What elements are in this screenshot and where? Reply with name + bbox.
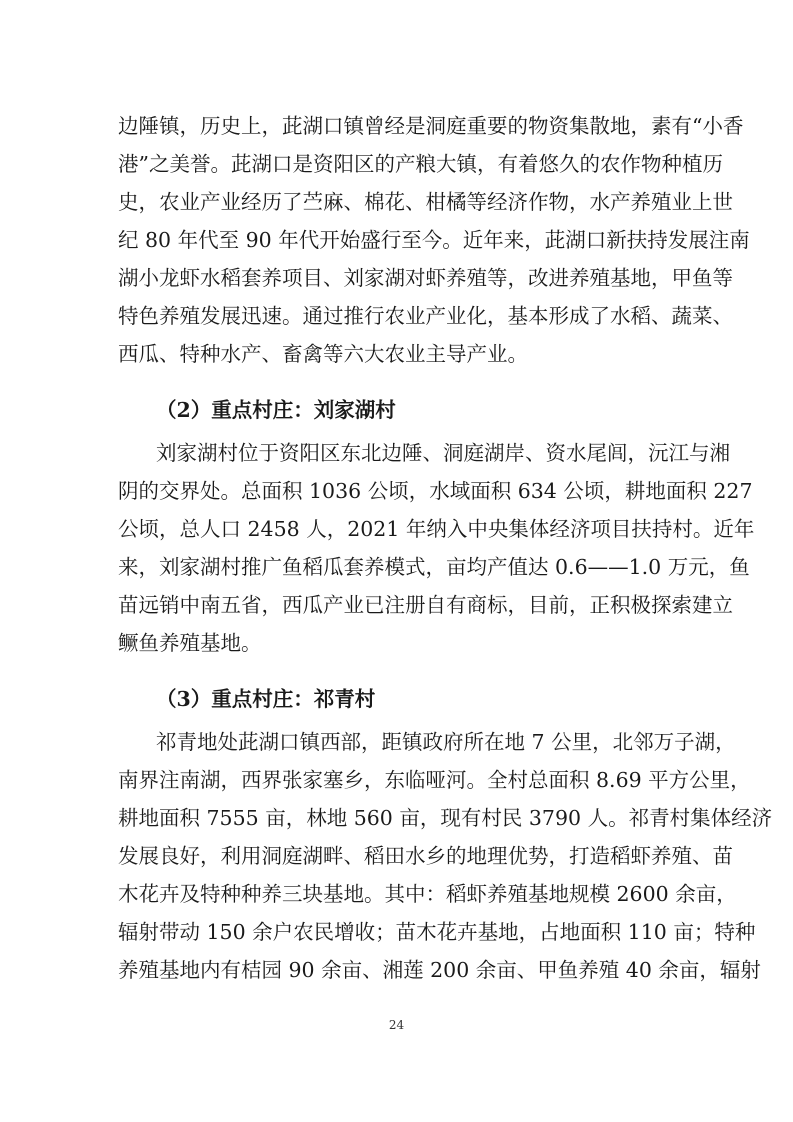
paragraph-line: 港”之美誉。茈湖口是资阳区的产粮大镇，有着悠久的农作物种植历 (118, 152, 723, 176)
page-number: 24 (388, 1018, 405, 1032)
paragraph-line: 耕地面积 7555 亩，林地 560 亩，现有村民 3790 人。祁青村集体经济 (118, 806, 773, 830)
paragraph-line: 刘家湖村位于资阳区东北边陲、洞庭湖岸、资水尾闾，沅江与湘 (156, 441, 730, 465)
paragraph-line: 鳜鱼养殖基地。 (118, 631, 262, 655)
paragraph-line: 来，刘家湖村推广鱼稻瓜套养模式，亩均产值达 0.6——1.0 万元，鱼 (118, 555, 750, 579)
paragraph-line: 苗远销中南五省，西瓜产业已注册自有商标，目前，正积极探索建立 (118, 593, 733, 617)
paragraph-line: 阴的交界处。总面积 1036 公顷，水域面积 634 公顷，耕地面积 227 (118, 479, 753, 503)
paragraph-line: 木花卉及特种种养三块基地。其中：稻虾养殖基地规模 2600 余亩， (118, 882, 737, 906)
paragraph-line: 公顷，总人口 2458 人，2021 年纳入中央集体经济项目扶持村。近年 (118, 517, 755, 541)
paragraph-line: 祁青地处茈湖口镇西部，距镇政府所在地 7 公里，北邻万子湖， (156, 730, 736, 754)
paragraph-line: 养殖基地内有桔园 90 余亩、湘莲 200 余亩、甲鱼养殖 40 余亩，辐射 (118, 958, 761, 982)
section-heading: （3）重点村庄：祁青村 (156, 687, 376, 711)
paragraph-line: 边陲镇，历史上，茈湖口镇曾经是洞庭重要的物资集散地，素有“小香 (118, 114, 744, 138)
paragraph-line: 发展良好，利用洞庭湖畔、稻田水乡的地理优势，打造稻虾养殖、苗 (118, 844, 733, 868)
paragraph-line: 辐射带动 150 余户农民增收；苗木花卉基地，占地面积 110 亩；特种 (118, 920, 756, 944)
paragraph-line: 史，农业产业经历了苎麻、棉花、柑橘等经济作物，水产养殖业上世 (118, 190, 733, 214)
paragraph-line: 特色养殖发展迅速。通过推行农业产业化，基本形成了水稻、蔬菜、 (118, 304, 733, 328)
paragraph-line: 南界注南湖，西界张家塞乡，东临哑河。全村总面积 8.69 平方公里， (118, 768, 751, 792)
paragraph-line: 纪 80 年代至 90 年代开始盛行至今。近年来，茈湖口新扶持发展注南 (118, 228, 750, 252)
paragraph-line: 湖小龙虾水稻套养项目、刘家湖对虾养殖等，改进养殖基地，甲鱼等 (118, 266, 733, 290)
section-heading: （2）重点村庄：刘家湖村 (156, 398, 396, 422)
paragraph-line: 西瓜、特种水产、畜禽等六大农业主导产业。 (118, 342, 528, 366)
